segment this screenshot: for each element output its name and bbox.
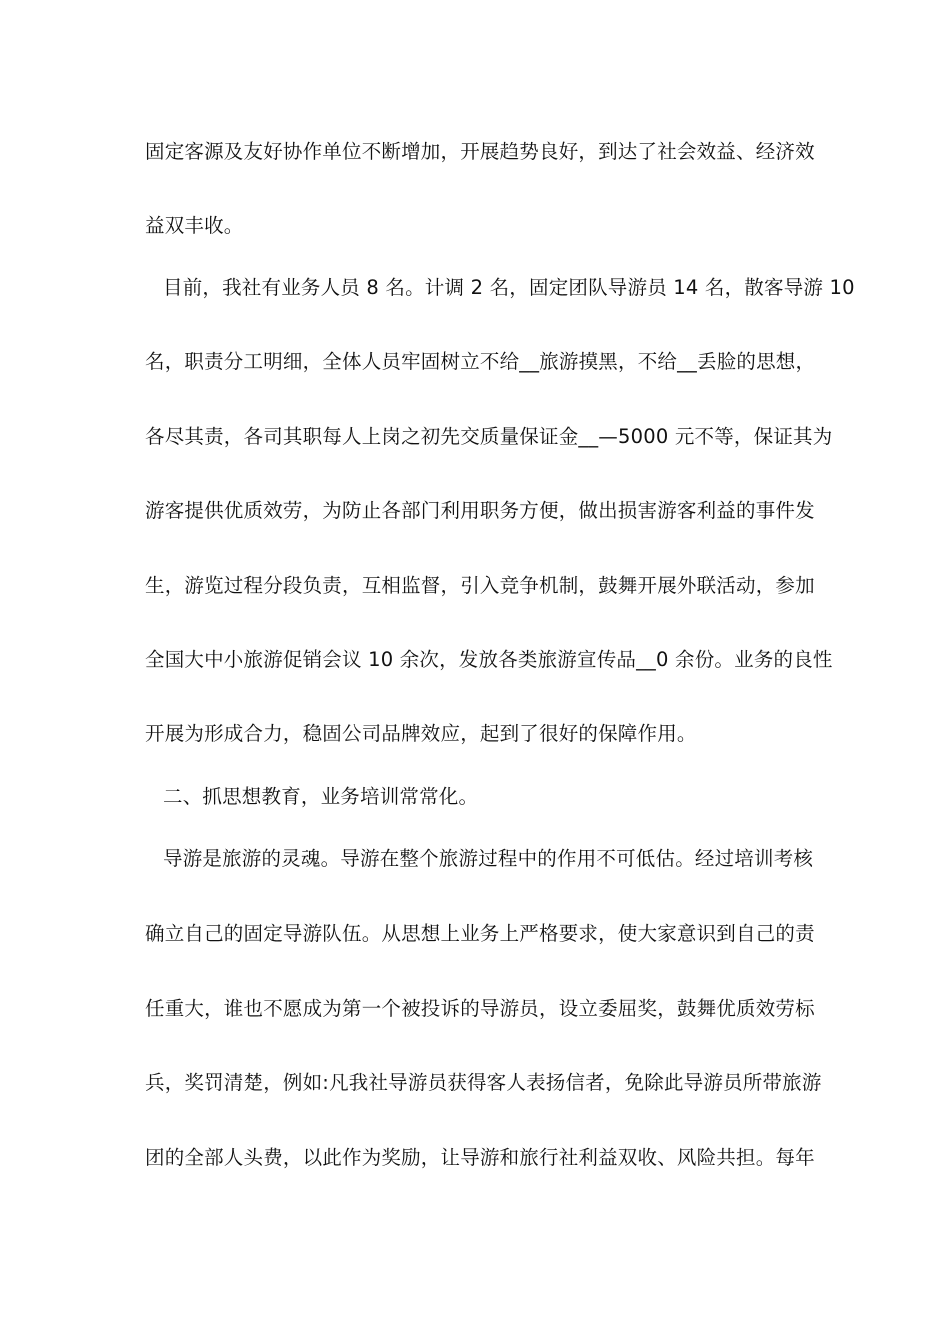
paragraph-line: 生，游览过程分段负责，互相监督，引入竞争机制，鼓舞开展外联活动，参加 xyxy=(145,574,815,597)
paragraph-line: 团的全部人头费，以此作为奖励，让导游和旅行社利益双收、风险共担。每年 xyxy=(145,1146,815,1169)
paragraph-line: 开展为形成合力，稳固公司品牌效应，起到了很好的保障作用。 xyxy=(145,722,697,745)
paragraph-line: 各尽其责，各司其职每人上岗之初先交质量保证金__—5000 元不等，保证其为 xyxy=(145,425,833,448)
paragraph-line: 固定客源及友好协作单位不断增加，开展趋势良好，到达了社会效益、经济效 xyxy=(145,140,815,163)
paragraph-line: 确立自己的固定导游队伍。从思想上业务上严格要求，使大家意识到自己的责 xyxy=(145,922,815,945)
paragraph-line: 目前，我社有业务人员 8 名。计调 2 名，固定团队导游员 14 名，散客导游 10 xyxy=(163,276,855,299)
paragraph-line: 游客提供优质效劳，为防止各部门利用职务方便，做出损害游客利益的事件发 xyxy=(145,499,815,522)
section-heading: 二、抓思想教育，业务培训常常化。 xyxy=(163,785,479,808)
paragraph-line: 导游是旅游的灵魂。导游在整个旅游过程中的作用不可低估。经过培训考核 xyxy=(163,847,814,870)
paragraph-line: 名，职责分工明细，全体人员牢固树立不给__旅游摸黑，不给__丢脸的思想， xyxy=(145,350,816,373)
paragraph-line: 兵，奖罚清楚，例如:凡我社导游员获得客人表扬信者，免除此导游员所带旅游 xyxy=(145,1071,822,1094)
paragraph-line: 益双丰收。 xyxy=(145,214,244,237)
paragraph-line: 全国大中小旅游促销会议 10 余次，发放各类旅游宣传品__0 余份。业务的良性 xyxy=(145,648,833,671)
paragraph-line: 任重大，谁也不愿成为第一个被投诉的导游员，设立委屈奖，鼓舞优质效劳标 xyxy=(145,997,815,1020)
